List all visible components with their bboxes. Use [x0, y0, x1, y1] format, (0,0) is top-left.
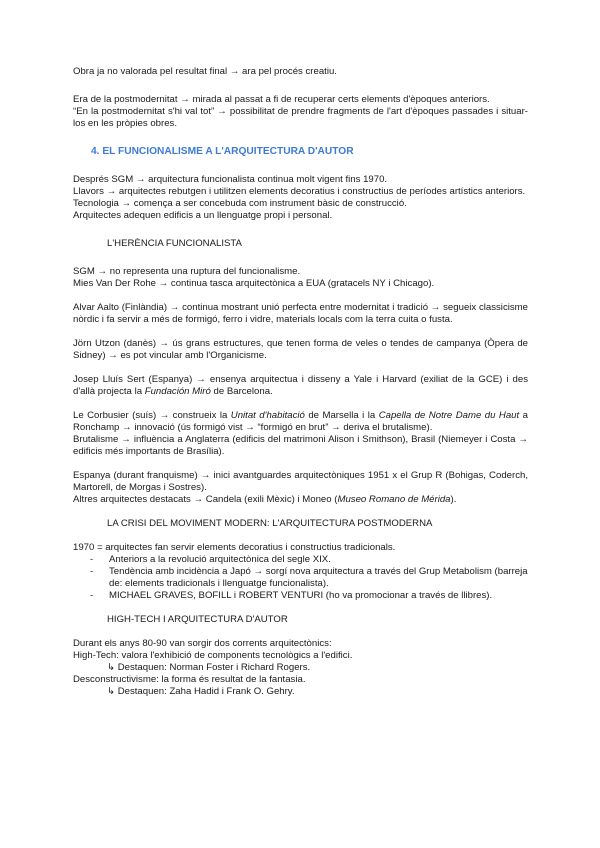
- intro-line-3: Tecnologia → comença a ser concebuda com instrument bàsic de construcció.: [73, 198, 407, 209]
- paragraph-destaquen-foster: ↳ Destaquen: Norman Foster i Richard Rogers.: [107, 662, 311, 673]
- paragraph-destaquen-hadid: ↳ Destaquen: Zaha Hadid i Frank O. Gehry.: [107, 686, 295, 697]
- paragraph-val-tot: “En la postmodernitat s'hi val tot” → possibilitat de prendre fragments de l'art d'èpoques passades i situar-los en les pròpies obres.: [73, 106, 528, 129]
- paragraph-sgm: SGM → no representa una ruptura del funcionalisme.: [73, 266, 301, 277]
- paragraph-desconstructivisme: Desconstructivisme: la forma és resultat de la fantasia.: [73, 674, 306, 685]
- crisi-list: [73, 554, 528, 602]
- paragraph-high-tech: High-Tech: valora l'exhibició de components tecnològics a l'edifici.: [73, 650, 353, 661]
- list-item: - Tendència amb incidència a Japó → sorgí nova arquitectura a través del Grup Metabolism (barreja de: elements tradicionals i llenguatge funcionalista).: [73, 566, 528, 590]
- list-item: - MICHAEL GRAVES, BOFILL i ROBERT VENTURI (ho va promocionar a través de llibres).: [73, 590, 528, 602]
- paragraph-brutalisme: Brutalisme → influència a Anglaterra (edificis del matrimoni Alison i Smithson), Brasil (Niemeyer i Costa → edificis més importants de Brasília).: [73, 434, 528, 457]
- paragraph-obra: Obra ja no valorada pel resultat final → ara pel procés creatiu.: [73, 66, 337, 77]
- paragraph-1970: 1970 = arquitectes fan servir elements decoratius i constructius tradicionals.: [73, 542, 396, 553]
- subsection-title-crisi: LA CRISI DEL MOVIMENT MODERN: L'ARQUITECTURA POSTMODERNA: [107, 518, 433, 529]
- paragraph-postmodernitat: Era de la postmodernitat → mirada al passat a fi de recuperar certs elements d'èpoques anteriors.: [73, 94, 490, 105]
- subsection-title-hightech: HIGH-TECH I ARQUITECTURA D'AUTOR: [107, 614, 288, 625]
- paragraph-mies: Mies Van Der Rohe → continua tasca arquitectònica a EUA (gratacels NY i Chicago).: [73, 278, 435, 289]
- list-item: - Anteriors a la revolució arquitectònica del segle XIX.: [73, 554, 528, 566]
- subsection-title-herencia: L'HERÈNCIA FUNCIONALISTA: [107, 238, 242, 249]
- paragraph-corrents: Durant els anys 80-90 van sorgir dos corrents arquitectònics:: [73, 638, 332, 649]
- paragraph-altres: Altres arquitectes destacats → Candela (exili Mèxic) i Moneo (Museo Romano de Mérida).: [73, 494, 457, 505]
- paragraph-sert: Josep Lluís Sert (Espanya) → ensenya arquitectua i disseny a Yale i Harvard (exiliat de la GCE) i des d'allà projecta la Fundación Miró de Barcelona.: [73, 374, 528, 397]
- paragraph-aalto: Alvar Aalto (Finlàndia) → continua mostrant unió perfecta entre modernitat i tradició → segueix classicisme nòrdic i fa servir a més de formigó, ferro i vidre, materials locals com la terra cuita o fusta.: [73, 302, 528, 325]
- intro-line-2: Llavors → arquitectes rebutgen i utilitzen elements decoratius i constructius de períodes artístics anteriors.: [73, 186, 526, 197]
- document-body: [73, 66, 528, 698]
- paragraph-espanya: Espanya (durant franquisme) → inici avantguardes arquitectòniques 1951 x el Grup R (Bohigas, Coderch, Martorell, de Morgas i Sostres).: [73, 470, 528, 493]
- paragraph-le-corbusier: Le Corbusier (suís) → construeix la Unitat d'habitació de Marsella i la Capella de Notre Dame du Haut a Ronchamp → innovació (ús formigó vist → “formigó en brut” → deriva el brutalisme).: [73, 410, 528, 433]
- intro-line-4: Arquitectes adequen edificis a un llenguatge propi i personal.: [73, 210, 333, 221]
- paragraph-utzon: Jörn Utzon (danès) → ús grans estructures, que tenen forma de veles o tendes de campanya (Òpera de Sidney) → es pot vincular amb l'Organicisme.: [73, 338, 528, 361]
- section-title-funcionalisme: 4. EL FUNCIONALISME A L'ARQUITECTURA D'AUTOR: [91, 146, 354, 157]
- intro-line-1: Després SGM → arquitectura funcionalista continua molt vigent fins 1970.: [73, 174, 388, 185]
